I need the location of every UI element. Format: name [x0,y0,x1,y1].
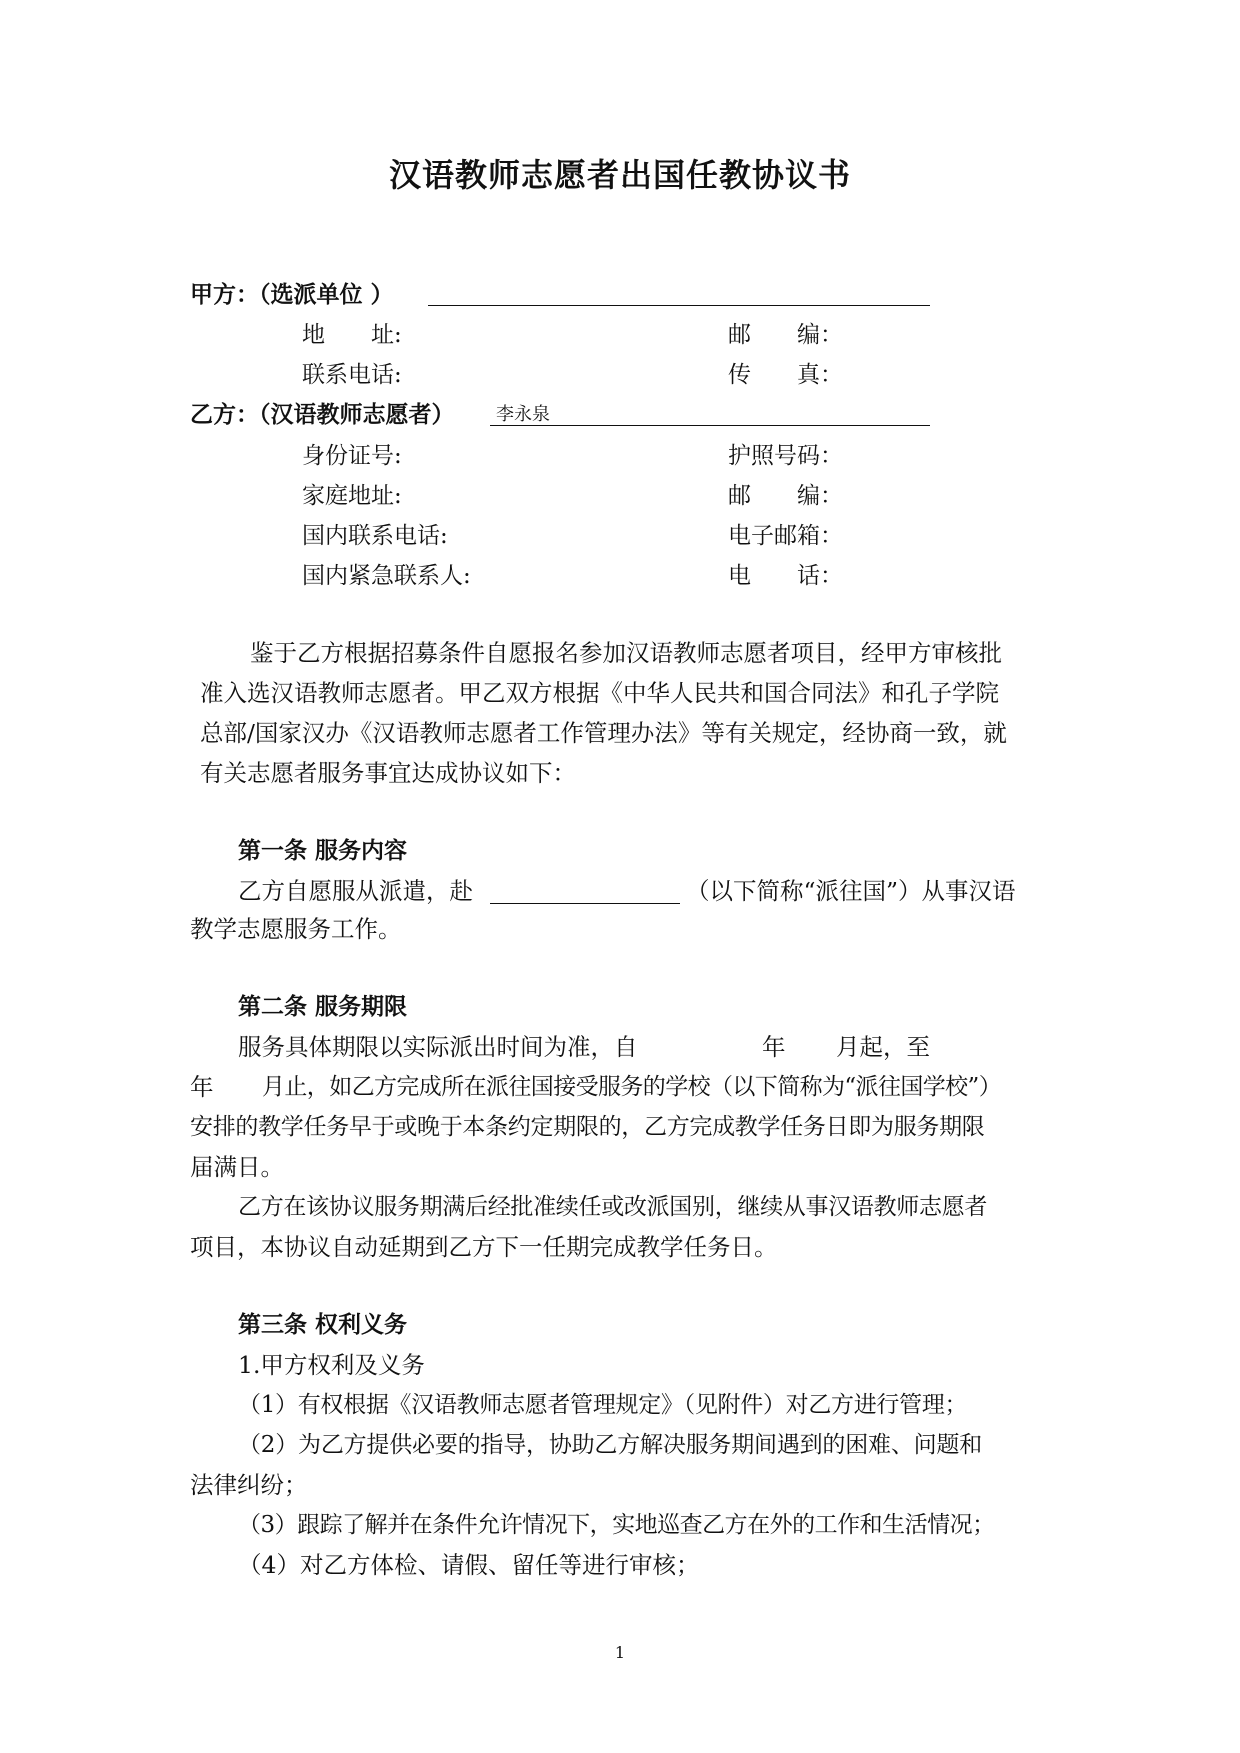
article-2-line-2: 月止，如乙方完成所在派往国接受服务的学校（以下简称为“派往国学校”） [262,1074,1002,1100]
party-b-name-value: 李永泉 [496,404,550,425]
article-3-item-2a: （2）为乙方提供必要的指导，协助乙方解决服务期间遇到的困难、问题和 [238,1432,983,1458]
preamble-line-1: 鉴于乙方根据招募条件自愿报名参加汉语教师志愿者项目，经甲方审核批 [250,639,1002,667]
preamble-line-3: 总部/国家汉办《汉语教师志愿者工作管理办法》等有关规定，经协商一致，就 [200,719,1007,747]
party-a-label: 甲方：（选派单位 ） [190,281,394,308]
article-1-line-1a: 乙方自愿服从派遣，赴 [238,877,473,905]
article-2-start-month: 月起，至 [836,1033,930,1061]
party-b-label: 乙方：（汉语教师志愿者） [190,401,455,428]
article-3-heading: 第三条 权利义务 [238,1311,408,1338]
article-2-line-6: 项目，本协议自动延期到乙方下一任期完成教学任务日。 [190,1233,778,1261]
party-b-emergency-contact-label: 国内紧急联系人: [302,563,471,589]
article-1-line-2: 教学志愿服务工作。 [190,915,402,943]
party-b-home-address-label: 家庭地址: [302,483,402,509]
article-2-line-5: 乙方在该协议服务期满后经批准续任或改派国别，继续从事汉语教师志愿者 [238,1194,988,1220]
party-b-email-label: 电子邮箱： [728,523,843,549]
article-2-line-3: 安排的教学任务早于或晚于本条约定期限的，乙方完成教学任务日即为服务期限 [190,1114,985,1140]
party-a-underline [428,305,930,306]
article-1-line-1b: （以下简称“派往国”）从事汉语 [686,877,1016,905]
article-2-end-year: 年 [190,1073,214,1101]
article-2-heading: 第二条 服务期限 [238,993,408,1020]
article-3-item-1: （1）有权根据《汉语教师志愿者管理规定》（见附件）对乙方进行管理； [238,1392,968,1418]
party-b-domestic-phone-label: 国内联系电话: [302,523,448,549]
article-3-item-2b: 法律纠纷； [190,1471,308,1499]
article-1-heading: 第一条 服务内容 [238,837,408,864]
destination-country-blank [490,903,680,904]
party-b-underline [490,425,930,426]
party-b-postcode-label: 邮 编： [728,483,843,509]
party-a-phone-label: 联系电话: [302,362,402,388]
article-3-item-4: （4）对乙方体检、请假、留任等进行审核； [238,1551,700,1579]
page-number: 1 [614,1643,626,1662]
party-a-postcode-label: 邮 编： [728,322,843,348]
party-b-passport-label: 护照号码： [728,443,843,469]
party-b-id-label: 身份证号: [302,443,402,469]
article-2-line-4: 届满日。 [190,1153,284,1181]
article-3-item-3: （3）跟踪了解并在条件允许情况下，实地巡查乙方在外的工作和生活情况； [238,1512,995,1538]
party-a-address-label: 地 址: [302,322,402,348]
party-b-phone-label: 电 话： [728,563,843,589]
party-a-fax-label: 传 真： [728,362,843,388]
page-title: 汉语教师志愿者出国任教协议书 [388,156,851,194]
article-2-start-year: 年 [762,1033,786,1061]
article-3-sub-1: 1.甲方权利及义务 [238,1351,425,1379]
preamble-line-4: 有关志愿者服务事宜达成协议如下： [200,759,576,787]
article-2-line-1a: 服务具体期限以实际派出时间为准，自 [238,1033,638,1061]
preamble-line-2: 准入选汉语教师志愿者。甲乙双方根据《中华人民共和国合同法》和孔子学院 [200,679,999,707]
